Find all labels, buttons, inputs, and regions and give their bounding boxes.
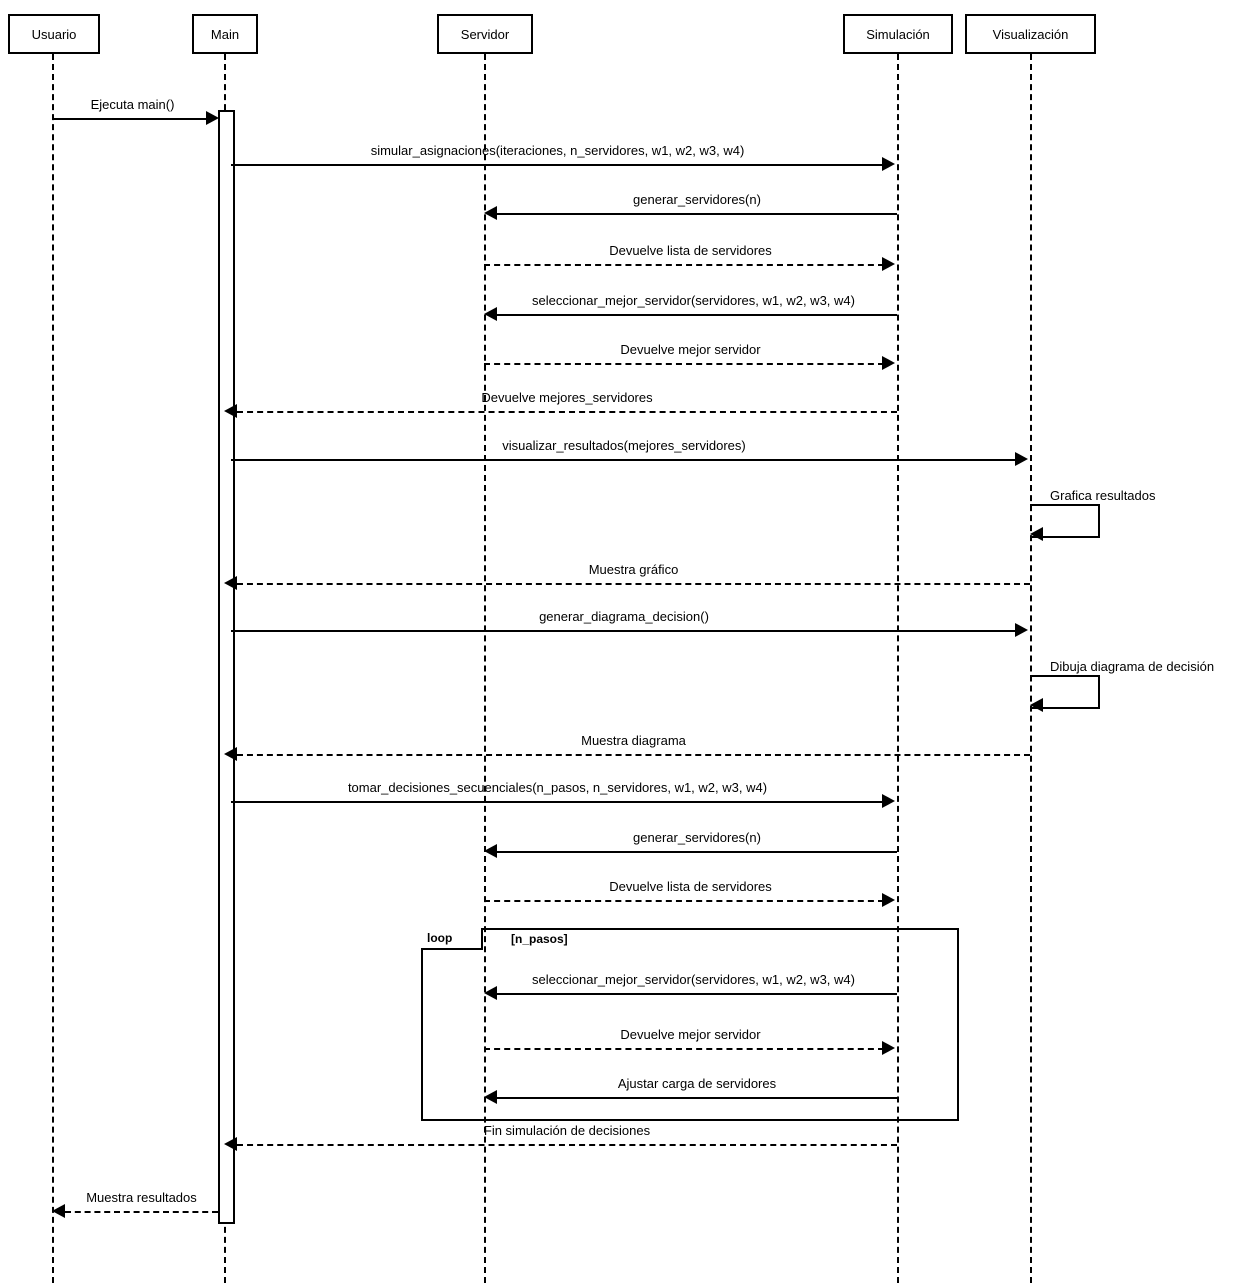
message-label-dibuja-diagrama: Dibuja diagrama de decisión [1050, 659, 1215, 674]
message-line-generar-servidores-1 [497, 213, 897, 215]
arrowhead-devuelve-mejores-servidores [224, 404, 237, 418]
arrowhead-fin-simulacion [224, 1137, 237, 1151]
message-label-devuelve-lista-1: Devuelve lista de servidores [609, 243, 772, 258]
lifeline-label-simulacion: Simulación [866, 26, 930, 42]
message-label-tomar-decisiones: tomar_decisiones_secuenciales(n_pasos, n_servidores, w1, w2, w3, w4) [347, 780, 768, 795]
arrowhead-devuelve-lista-2 [882, 893, 895, 907]
lifeline-header-servidor [437, 14, 533, 54]
lifeline-header-main [192, 14, 258, 54]
arrowhead-muestra-diagrama [224, 747, 237, 761]
arrowhead-simular-asignaciones [882, 157, 895, 171]
loop-fragment [421, 928, 959, 1121]
message-line-seleccionar-mejor-1 [497, 314, 897, 316]
message-line-muestra-resultados [65, 1211, 218, 1213]
message-label-muestra-grafico: Muestra gráfico [588, 562, 679, 577]
arrowhead-generar-servidores-1 [484, 206, 497, 220]
arrowhead-devuelve-mejor-2 [882, 1041, 895, 1055]
lifeline-header-simulacion [843, 14, 953, 54]
message-line-devuelve-mejor-2 [484, 1048, 884, 1050]
message-label-ejecuta-main: Ejecuta main() [90, 97, 175, 112]
lifeline-usuario [52, 54, 54, 1283]
message-label-devuelve-mejor-1: Devuelve mejor servidor [620, 342, 761, 357]
message-label-simular-asignaciones: simular_asignaciones(iteraciones, n_servidores, w1, w2, w3, w4) [370, 143, 745, 158]
message-line-tomar-decisiones [231, 801, 884, 803]
message-label-devuelve-mejor-2: Devuelve mejor servidor [620, 1027, 761, 1042]
message-label-generar-servidores-1: generar_servidores(n) [633, 192, 761, 207]
arrowhead-grafica-resultados [1030, 527, 1043, 541]
message-line-ejecuta-main [52, 118, 213, 120]
arrowhead-ejecuta-main [206, 111, 219, 125]
message-line-devuelve-lista-2 [484, 900, 884, 902]
lifeline-header-usuario [8, 14, 100, 54]
lifeline-label-visualizacion: Visualización [992, 26, 1069, 42]
message-line-devuelve-mejores-servidores [237, 411, 897, 413]
arrowhead-devuelve-mejor-1 [882, 356, 895, 370]
message-line-devuelve-mejor-1 [484, 363, 884, 365]
message-label-devuelve-mejores-servidores: Devuelve mejores_servidores [481, 390, 653, 405]
message-line-ajustar-carga [497, 1097, 897, 1099]
message-line-seleccionar-mejor-2 [497, 993, 897, 995]
message-line-devuelve-lista-1 [484, 264, 884, 266]
lifeline-label-usuario: Usuario [31, 26, 77, 42]
message-line-generar-diagrama-decision [231, 630, 1017, 632]
arrowhead-generar-servidores-2 [484, 844, 497, 858]
arrowhead-tomar-decisiones [882, 794, 895, 808]
message-line-generar-servidores-2 [497, 851, 897, 853]
message-line-muestra-diagrama [237, 754, 1030, 756]
message-label-devuelve-lista-2: Devuelve lista de servidores [609, 879, 772, 894]
message-label-fin-simulacion: Fin simulación de decisiones [483, 1123, 651, 1138]
arrowhead-muestra-grafico [224, 576, 237, 590]
message-line-muestra-grafico [237, 583, 1030, 585]
message-label-grafica-resultados: Grafica resultados [1050, 488, 1156, 503]
message-label-generar-servidores-2: generar_servidores(n) [633, 830, 761, 845]
arrowhead-seleccionar-mejor-2 [484, 986, 497, 1000]
message-label-muestra-resultados: Muestra resultados [86, 1190, 197, 1205]
message-label-seleccionar-mejor-1: seleccionar_mejor_servidor(servidores, w1, w2, w3, w4) [532, 293, 855, 308]
lifeline-header-visualizacion [965, 14, 1096, 54]
message-label-ajustar-carga: Ajustar carga de servidores [617, 1076, 777, 1091]
loop-fragment-condition: [n_pasos] [511, 932, 568, 946]
arrowhead-generar-diagrama-decision [1015, 623, 1028, 637]
activation-bar-main [218, 110, 235, 1224]
loop-fragment-operator: loop [421, 928, 483, 950]
arrowhead-visualizar-resultados [1015, 452, 1028, 466]
message-label-seleccionar-mejor-2: seleccionar_mejor_servidor(servidores, w1, w2, w3, w4) [532, 972, 855, 987]
message-line-fin-simulacion [237, 1144, 897, 1146]
arrowhead-dibuja-diagrama [1030, 698, 1043, 712]
lifeline-visualizacion [1030, 54, 1032, 1283]
message-label-generar-diagrama-decision: generar_diagrama_decision() [539, 609, 709, 624]
message-label-muestra-diagrama: Muestra diagrama [581, 733, 686, 748]
message-line-visualizar-resultados [231, 459, 1017, 461]
message-label-visualizar-resultados: visualizar_resultados(mejores_servidores) [502, 438, 746, 453]
message-line-simular-asignaciones [231, 164, 884, 166]
arrowhead-muestra-resultados [52, 1204, 65, 1218]
arrowhead-ajustar-carga [484, 1090, 497, 1104]
lifeline-label-servidor: Servidor [460, 26, 510, 42]
arrowhead-seleccionar-mejor-1 [484, 307, 497, 321]
lifeline-label-main: Main [210, 26, 240, 42]
arrowhead-devuelve-lista-1 [882, 257, 895, 271]
